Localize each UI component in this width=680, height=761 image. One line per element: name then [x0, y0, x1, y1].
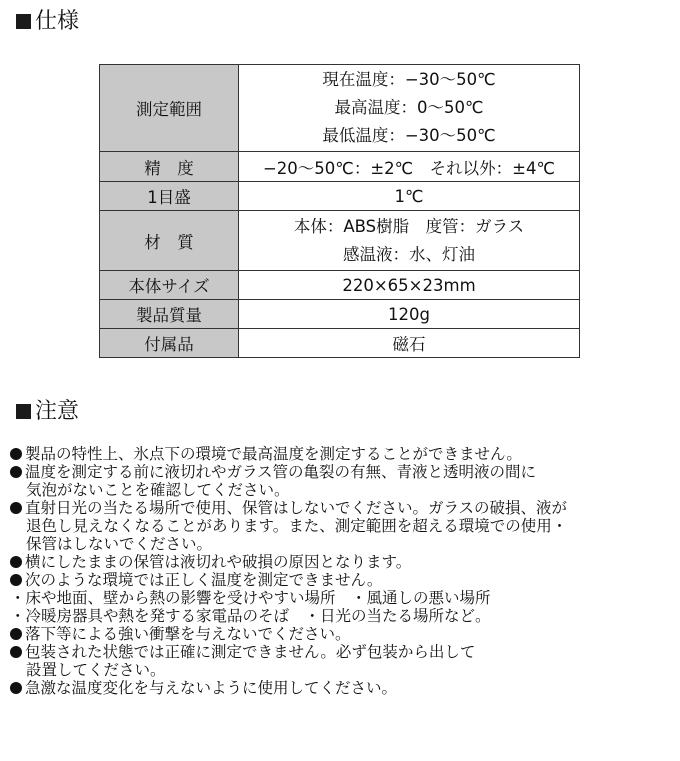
- spec-value: 1℃: [239, 182, 580, 211]
- note-text: 気泡がないことを確認してください。: [26, 481, 290, 499]
- notes-heading: [16, 398, 79, 426]
- list-item: [10, 463, 680, 499]
- note-text: 保管はしないでください。: [26, 535, 213, 553]
- notes-list: [10, 445, 680, 697]
- spec-row-accuracy: [100, 152, 580, 182]
- note-text: 次のような環境では正しく温度を測定できません。: [25, 571, 383, 589]
- bullet-dot-icon: [10, 556, 22, 568]
- note-text: 包装された状態では正確に測定できません。必ず包装から出して: [25, 643, 476, 661]
- spec-row-size: [100, 271, 580, 300]
- list-item: [10, 679, 680, 697]
- spec-value-line: 最高温度：0〜50℃: [334, 98, 484, 117]
- spec-label: 測定範囲: [100, 65, 239, 152]
- spec-row-accessory: [100, 329, 580, 358]
- spec-label: 1目盛: [100, 182, 239, 211]
- list-item: [10, 553, 680, 571]
- note-text: 急激な温度変化を与えないように使用してください。: [25, 679, 398, 697]
- note-text: 横にしたままの保管は液切れや破損の原因となります。: [25, 553, 412, 571]
- spec-value: [239, 211, 580, 271]
- spec-label: 製品質量: [100, 300, 239, 329]
- note-text: 設置してください。: [26, 661, 166, 679]
- spec-heading-text: 仕様: [35, 9, 80, 34]
- spec-value: −20〜50℃：±2℃ それ以外：±4℃: [239, 152, 580, 182]
- spec-value: 120g: [239, 300, 580, 329]
- bullet-dot-icon: [10, 502, 22, 514]
- bullet-dot-icon: [10, 448, 22, 460]
- spec-heading: [16, 8, 79, 36]
- spec-value: [239, 65, 580, 152]
- note-text: 落下等による強い衝撃を与えないでください。: [25, 625, 351, 643]
- list-item: [10, 607, 680, 625]
- spec-value-line: 最低温度：−30〜50℃: [322, 126, 496, 145]
- spec-row-material: [100, 211, 580, 271]
- list-item: [10, 625, 680, 643]
- note-text: ・冷暖房器具や熱を発する家電品のそば ・日光の当たる場所など。: [10, 607, 491, 625]
- spec-label: 精 度: [100, 152, 239, 182]
- spec-label: 材 質: [100, 211, 239, 271]
- square-bullet-icon: [16, 14, 31, 29]
- spec-label: 本体サイズ: [100, 271, 239, 300]
- bullet-dot-icon: [10, 628, 22, 640]
- list-item: [10, 571, 680, 589]
- bullet-dot-icon: [10, 574, 22, 586]
- bullet-dot-icon: [10, 646, 22, 658]
- note-text: 退色し見えなくなることがあります。また、測定範囲を超える環境での使用・: [26, 517, 568, 535]
- note-text: 温度を測定する前に液切れやガラス管の亀裂の有無、青液と透明液の間に: [25, 463, 537, 481]
- spec-value-line: 本体：ABS樹脂 度管：ガラス: [293, 216, 525, 236]
- spec-value: 220×65×23mm: [239, 271, 580, 300]
- note-text: 製品の特性上、氷点下の環境で最高温度を測定することができません。: [25, 445, 522, 463]
- spec-row-weight: [100, 300, 580, 329]
- note-text: 直射日光の当たる場所で使用、保管はしないでください。ガラスの破損、液が: [25, 499, 568, 517]
- note-text: ・床や地面、壁から熱の影響を受けやすい場所 ・風通しの悪い場所: [10, 589, 491, 607]
- list-item: [10, 499, 680, 553]
- spec-table: [99, 64, 580, 358]
- spec-value: 磁石: [239, 329, 580, 358]
- list-item: [10, 589, 680, 607]
- list-item: [10, 643, 680, 679]
- bullet-dot-icon: [10, 682, 22, 694]
- spec-row-range: [100, 65, 580, 152]
- bullet-dot-icon: [10, 466, 22, 478]
- square-bullet-icon: [16, 404, 31, 419]
- spec-label: 付属品: [100, 329, 239, 358]
- notes-heading-text: 注意: [35, 399, 80, 424]
- spec-value-line: 現在温度：−30〜50℃: [322, 70, 496, 89]
- spec-row-scale: [100, 182, 580, 211]
- spec-value-line: 感温液：水、灯油: [343, 244, 475, 264]
- list-item: [10, 445, 680, 463]
